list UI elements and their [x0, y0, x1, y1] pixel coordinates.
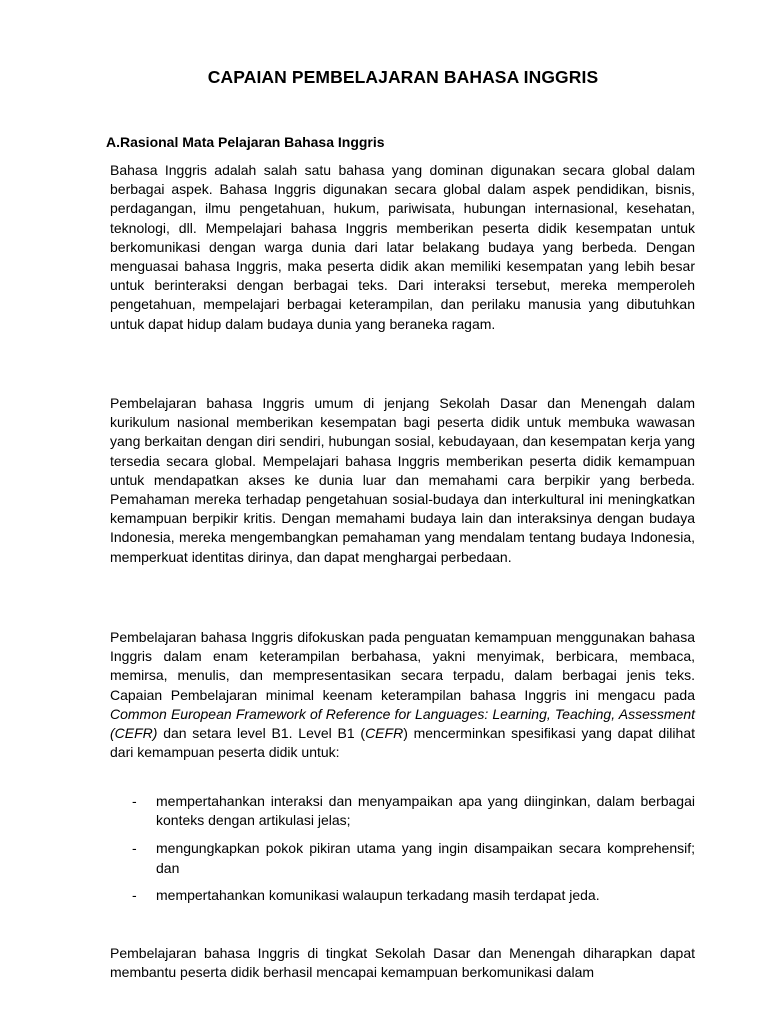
paragraph-rasional-3: [110, 628, 695, 762]
list-item-text: mengungkapkan pokok pikiran utama yang ingin disampaikan secara komprehensif; dan: [156, 840, 695, 876]
list-item-text: mempertahankan komunikasi walaupun terkadang masih terdapat jeda.: [156, 886, 600, 903]
list-item: [110, 839, 695, 877]
paragraph-rasional-1: [110, 161, 695, 334]
text-segment: dan setara level B1. Level B1 (: [157, 725, 366, 742]
bullet-marker: -: [132, 793, 137, 809]
italic-text-segment: Common European Framework of Reference for Languages: Learning, Teaching, Assessment (CEFR): [110, 705, 695, 742]
text-segment: Pembelajaran bahasa Inggris umum di jenjang Sekolah Dasar dan Menengah dalam kurikulum nasional memberikan kesempatan bagi peserta didik untuk membuka wawasan yang berkaitan dengan diri sendiri, hubungan sosial, kebudayaan, dan kesempatan kerja yang tersedia secara global. Mempelajari bahasa Inggris memberikan peserta didik kemampuan untuk mendapatkan akses ke dunia luar dan memahami cara berpikir yang berbeda. Pemahaman mereka terhadap pengetahuan sosial-budaya dan interkultural ini meningkatkan kemampuan berpikir kritis. Dengan memahami budaya lain dan interaksinya dengan budaya Indonesia, mereka mengembangkan pemahaman yang mendalam tentang budaya Indonesia, memperkuat identitas dirinya, dan dapat menghargai perbedaan.: [110, 395, 695, 565]
italic-text-segment: CEFR: [365, 725, 404, 742]
list-item: [110, 886, 695, 905]
text-segment: Bahasa Inggris adalah salah satu bahasa yang dominan digunakan secara global dalam berbagai aspek. Bahasa Inggris digunakan secara global dalam aspek pendidikan, bisnis, perdagangan, ilmu pengetahuan, hukum, pariwisata, hubungan internasional, kesehatan, teknologi, dll. Mempelajari bahasa Inggris memberikan peserta didik kesempatan untuk berkomunikasi dengan warga dunia dari latar belakang budaya yang berbeda. Dengan menguasai bahasa Inggris, maka peserta didik akan memiliki kesempatan yang lebih besar untuk berinteraksi dengan berbagai teks. Dari interaksi tersebut, mereka memperoleh pengetahuan, mempelajari berbagai keterampilan, dan perilaku manusia yang dibutuhkan untuk dapat hidup dalam budaya dunia yang beraneka ragam.: [110, 162, 695, 332]
bullet-marker: -: [132, 886, 137, 903]
bullet-marker: -: [132, 840, 137, 857]
page-title: CAPAIAN PEMBELAJARAN BAHASA INGGRIS: [207, 67, 599, 87]
text-segment: ) mencerminkan spesifikasi yang dapat dilihat dari kemampuan peserta didik untuk:: [110, 725, 695, 761]
paragraph-rasional-4: [110, 944, 695, 982]
paragraph-rasional-2: [110, 394, 695, 567]
text-segment: Pembelajaran bahasa Inggris di tingkat Sekolah Dasar dan Menengah diharapkan dapat membantu peserta didik berhasil mencapai kemampuan berkomunikasi dalam: [110, 945, 695, 981]
bullet-list: [110, 792, 695, 914]
list-item: [110, 792, 695, 830]
list-item-text: mempertahankan interaksi dan menyampaikan apa yang diinginkan, dalam berbagai konteks dengan artikulasi jelas;: [156, 793, 695, 829]
section-heading: A.Rasional Mata Pelajaran Bahasa Inggris: [106, 134, 385, 150]
text-segment: Pembelajaran bahasa Inggris difokuskan pada penguatan kemampuan menggunakan bahasa Inggris dalam enam keterampilan berbahasa, yakni menyimak, berbicara, membaca, memirsa, menulis, dan mempresentasikan secara terpadu, dalam berbagai jenis teks. Capaian Pembelajaran minimal keenam keterampilan bahasa Inggris ini mengacu pada: [110, 629, 695, 703]
